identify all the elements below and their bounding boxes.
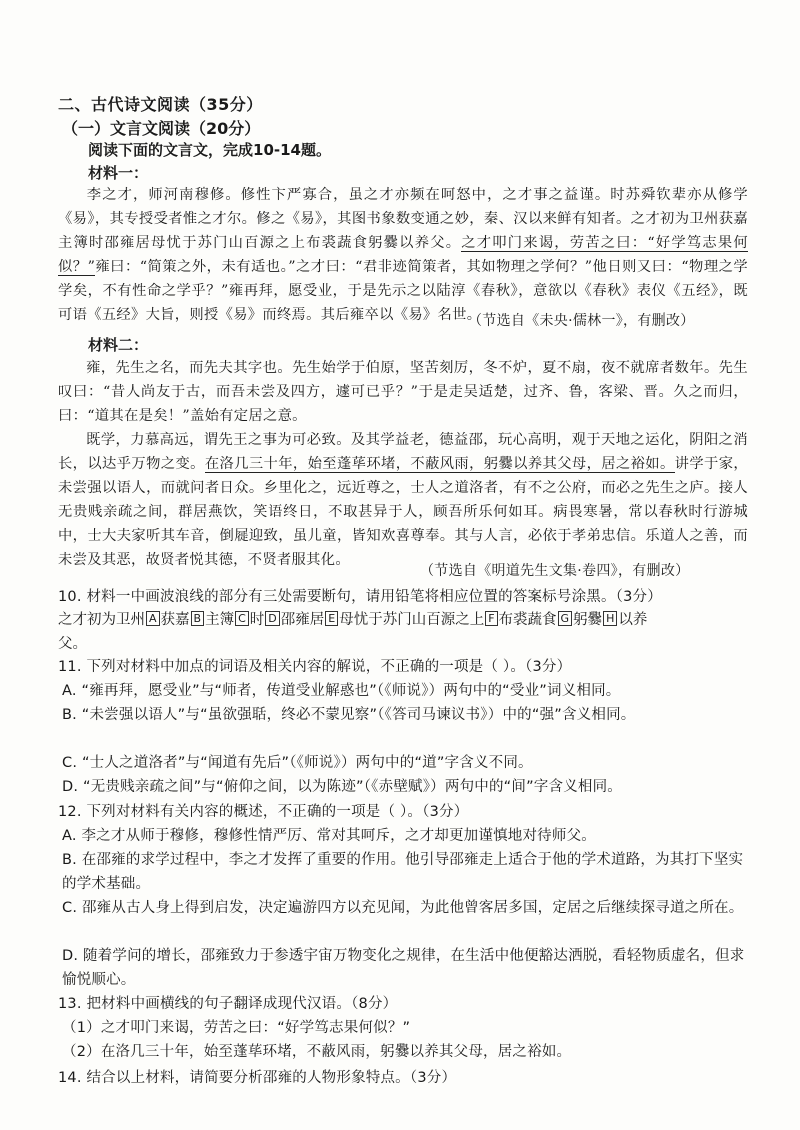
q12-option-c[interactable]: C. 邵雍从古人身上得到启发，决定遍游四方以充见闻，为此他曾客居多国，定居之后继续探寻道之所在。	[62, 900, 744, 916]
q10-seg: 获嘉	[160, 612, 190, 628]
instruction: 阅读下面的文言文，完成10-14题。	[88, 141, 331, 159]
material2-part-c: 讲学于家，未尝强以语人，而就问者日众。乡里化之，远近尊之，士人之道洛者，有不之公府，而必之先生之庐。接人无贵贱亲疏之间，群居燕饮，笑语终日，不取甚异于人，顾吾所乐何如耳。病畏寒暑，常以春秋时行游城中，士大夫家听其车音，倒屣迎致，虽儿童，皆知欢喜尊奉。其与人言，必依于孝弟忠信。乐道人之善，而未尝及其恶，故贤者悦其德，不贤者服其化。	[58, 456, 748, 568]
q12-option-d[interactable]: D. 随着学问的增长，邵雍致力于参透宇宙万物变化之规律，在生活中他便豁达洒脱，看轻物质虚名，但求愉悦顺心。	[62, 948, 745, 988]
material1-source: （节选自《未央·儒林一》，有删改）	[468, 313, 695, 329]
material1-part-b: 雍曰：“简策之外，未有适也。”之才曰：“君非迹简策者，其如物理之学何？”他日则又曰：“物理之学学矣，不有性命之学乎？”雍再拜，愿受业，于是先示之以陆淳《春秋》，意欲以《春秋》表仪《五经》，既可语《五经》大旨，则授《易》而终焉。其后雍卒以《易》名世。	[58, 259, 748, 323]
q11-option-d[interactable]: D. “无贵贱亲疏之间”与“俯仰之间，以为陈迹”（《赤壁赋》）两句中的“间”字含义相同。	[62, 779, 623, 795]
answer-box-f[interactable]: F	[485, 611, 497, 626]
q10-seg: 布裘蔬食	[498, 612, 557, 628]
question-10: 10. 材料一中画波浪线的部分有三处需要断句，请用铅笔将相应位置的答案标号涂黑。（3分）	[58, 589, 662, 605]
material2-underlined: 在洛几三十年，始至蓬荜环堵，不蔽风雨，躬爨以养其父母，居之裕如。	[204, 456, 675, 472]
question-13: 13. 把材料中画横线的句子翻译成现代汉语。（8分）	[58, 996, 398, 1012]
q11-option-c[interactable]: C. “士人之道洛者”与“闻道有先后”（《师说》）两句中的“道”字含义不同。	[62, 755, 533, 771]
question-14: 14. 结合以上材料，请简要分析邵雍的人物形象特点。（3分）	[58, 1070, 457, 1086]
sub-heading: （一）文言文阅读（20分）	[62, 119, 261, 138]
answer-box-a[interactable]: A	[146, 611, 160, 626]
material2-part-b: 既学，力慕高远，谓先王之事为可必致。及其学益老，德益邵，玩心高明，观于天地之运化，阴阳之消长，以达乎万物之变。	[58, 432, 748, 472]
material1-part-a: 李之才，师河南穆修。修性卞严寡合，虽之才亦频在呵怒中，之才事之益谨。时苏舜钦辈亦从修学《易》，其专授受者惟之才尔。修之《易》，其图书象数变通之妙，秦、汉以来鲜有知者。之才初为卫州获嘉主簿时邵雍居母忧于苏门山百源之上布裘蔬食躬爨以养父。	[58, 187, 748, 251]
q10-seg: 母忧于苏门山百源之上	[339, 612, 485, 628]
q10-seg: 邵雍居	[280, 612, 325, 628]
answer-box-d[interactable]: D	[265, 611, 279, 626]
material2-source: （节选自《明道先生文集·卷四》，有删改）	[420, 563, 690, 579]
question-12: 12. 下列对材料有关内容的概述，不正确的一项是（ ）。（3分）	[58, 804, 469, 820]
q12-option-a[interactable]: A. 李之才从师于穆修，穆修性情严厉、常对其呵斥，之才却更加谨慎地对待师父。	[62, 828, 596, 844]
answer-box-g[interactable]: G	[558, 611, 573, 626]
question-11: 11. 下列对材料中加点的词语及相关内容的解说，不正确的一项是（ ）。（3分）	[58, 659, 572, 675]
material2-text	[58, 356, 748, 572]
q10-seg: 躬爨	[573, 612, 603, 628]
material1-title: 材料一：	[88, 164, 149, 182]
material2-title: 材料二：	[88, 336, 149, 354]
q10-seg: 以养	[618, 612, 648, 628]
answer-box-b[interactable]: B	[191, 611, 205, 626]
q10-seg: 时	[249, 612, 265, 628]
answer-box-h[interactable]: H	[603, 611, 617, 626]
q12-option-b[interactable]: B. 在邵雍的求学过程中，李之才发挥了重要的作用。他引导邵雍走上适合于他的学术道路，为其打下坚实的学术基础。	[62, 852, 744, 892]
q10-sentence	[58, 608, 758, 656]
q10-seg: 主簿	[205, 612, 235, 628]
q13-sentence-2: （2）在洛几三十年，始至蓬荜环堵，不蔽风雨，躬爨以养其父母，居之裕如。	[62, 1044, 572, 1060]
material2-part-a: 雍，先生之名，而先夫其字也。先生始学于伯原，坚苦刻厉，冬不炉，夏不扇，夜不就席者数年。先生叹曰：“昔人尚友于古，而吾未尝及四方，遽可已乎？”于是走吴适楚，过齐、鲁，客梁、晋。久之而归，曰：“道其在是矣！”盖始有定居之意。	[58, 360, 748, 424]
answer-box-e[interactable]: E	[325, 611, 338, 626]
answer-box-c[interactable]: C	[235, 611, 249, 626]
section-heading: 二、古代诗文阅读（35分）	[58, 95, 263, 114]
q10-tail: 父。	[58, 636, 87, 652]
q10-seg: 之才初为卫州	[58, 612, 145, 628]
q13-sentence-1: （1）之才叩门来谒，劳苦之曰：“好学笃志果何似？”	[62, 1020, 411, 1036]
q11-option-a[interactable]: A. “雍再拜，愿受业”与“师者，传道受业解惑也”（《师说》）两句中的“受业”词义相同。	[62, 683, 621, 699]
material1-underlined: 之才叩门来谒，劳苦之曰：“好学笃志果何似？”	[58, 235, 748, 275]
material1-text	[58, 183, 748, 327]
q11-option-b[interactable]: B. “未尝强以语人”与“虽欲强聒，终必不蒙见察”（《答司马谏议书》）中的“强”含义相同。	[62, 707, 636, 723]
